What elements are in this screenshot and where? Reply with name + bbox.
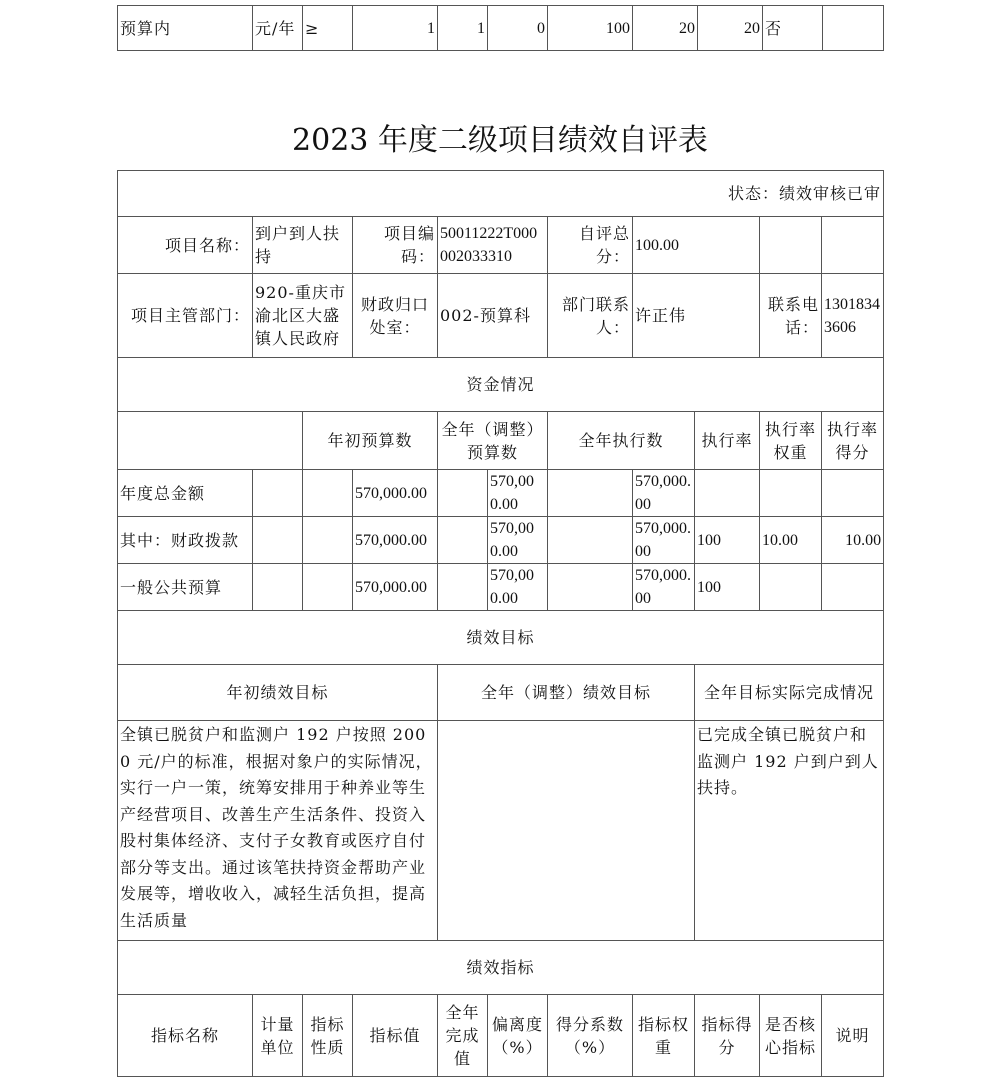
evaluation-table xyxy=(117,170,884,1077)
value-project-code: 50011222T000002033310 xyxy=(438,217,548,274)
previous-indicator-row xyxy=(117,5,884,51)
header-weight: 指标权重 xyxy=(633,995,695,1077)
empty-cell xyxy=(438,517,488,564)
actual-completion-text: 已完成全镇已脱贫户和监测户 192 户到户到人扶持。 xyxy=(695,721,884,941)
fund-adjusted: 570,000.00 xyxy=(488,564,548,611)
label-project-name: 项目名称： xyxy=(118,217,253,274)
fund-weight xyxy=(760,470,822,517)
adjusted-goal-text xyxy=(438,721,695,941)
fund-executed: 570,000.00 xyxy=(633,470,695,517)
label-department: 项目主管部门： xyxy=(118,274,253,358)
cell-core: 否 xyxy=(763,6,823,51)
fund-initial: 570,000.00 xyxy=(353,517,438,564)
table-row xyxy=(118,517,884,564)
header-score: 指标得分 xyxy=(695,995,760,1077)
status-text: 状态：绩效审核已审 xyxy=(118,171,884,217)
empty-cell xyxy=(253,564,303,611)
header-adjusted-budget: 全年（调整）预算数 xyxy=(438,412,548,470)
empty-cell xyxy=(822,217,884,274)
fund-executed: 570,000.00 xyxy=(633,564,695,611)
header-actual-completion: 全年目标实际完成情况 xyxy=(695,665,884,721)
fund-rate xyxy=(695,470,760,517)
header-coefficient: 得分系数（%） xyxy=(548,995,633,1077)
page-title: 2023 年度二级项目绩效自评表 xyxy=(292,123,708,158)
fund-weight: 10.00 xyxy=(760,517,822,564)
header-initial-goal: 年初绩效目标 xyxy=(118,665,438,721)
empty-cell xyxy=(303,517,353,564)
cell-coef: 100 xyxy=(548,6,633,51)
fund-rate: 100 xyxy=(695,517,760,564)
cell-note xyxy=(823,6,884,51)
label-self-score: 自评总分： xyxy=(548,217,633,274)
label-phone: 联系电话： xyxy=(760,274,822,358)
empty-cell xyxy=(548,470,633,517)
header-note: 说明 xyxy=(822,995,884,1077)
empty-cell xyxy=(118,412,303,470)
fund-rate: 100 xyxy=(695,564,760,611)
initial-goal-text: 全镇已脱贫户和监测户 192 户按照 2000 元/户的标准，根据对象户的实际情况，实行一户一策，统筹安排用于种养业等生产经营项目、改善生产生活条件、投资入股村集体经济、支付子女教育或医疗自付部分等支出。通过该笔扶持资金帮助产业发展等，增收收入，减轻生活负担，提高生活质量 xyxy=(118,721,438,941)
value-self-score: 100.00 xyxy=(633,217,760,274)
value-phone: 13018343606 xyxy=(822,274,884,358)
table-row xyxy=(118,470,884,517)
header-exec-rate: 执行率 xyxy=(695,412,760,470)
fund-executed: 570,000.00 xyxy=(633,517,695,564)
section-funds: 资金情况 xyxy=(118,358,884,412)
header-core: 是否核心指标 xyxy=(760,995,822,1077)
header-initial-budget: 年初预算数 xyxy=(303,412,438,470)
header-target: 指标值 xyxy=(353,995,438,1077)
header-executed: 全年执行数 xyxy=(548,412,695,470)
empty-cell xyxy=(438,564,488,611)
fund-name: 其中：财政拨款 xyxy=(118,517,253,564)
cell-actual: 1 xyxy=(438,6,488,51)
header-exec-weight: 执行率权重 xyxy=(760,412,822,470)
value-contact: 许正伟 xyxy=(633,274,760,358)
empty-cell xyxy=(303,470,353,517)
fund-weight xyxy=(760,564,822,611)
header-adjusted-goal: 全年（调整）绩效目标 xyxy=(438,665,695,721)
empty-cell xyxy=(253,470,303,517)
value-project-name: 到户到人扶持 xyxy=(253,217,353,274)
fund-name: 年度总金额 xyxy=(118,470,253,517)
label-finance-office: 财政归口处室： xyxy=(353,274,438,358)
table-row xyxy=(118,564,884,611)
cell-deviation: 0 xyxy=(488,6,548,51)
evaluation-form xyxy=(117,170,882,1077)
header-exec-score: 执行率得分 xyxy=(822,412,884,470)
fund-adjusted: 570,000.00 xyxy=(488,517,548,564)
empty-cell xyxy=(438,470,488,517)
value-finance-office: 002-预算科 xyxy=(438,274,548,358)
cell-indicator-name: 预算内 xyxy=(118,6,253,51)
header-completed: 全年完成值 xyxy=(438,995,488,1077)
label-project-code: 项目编码： xyxy=(353,217,438,274)
fund-score xyxy=(822,470,884,517)
cell-unit: 元/年 xyxy=(253,6,303,51)
cell-target: 1 xyxy=(353,6,438,51)
section-goals: 绩效目标 xyxy=(118,611,884,665)
empty-cell xyxy=(548,517,633,564)
section-indicators: 绩效指标 xyxy=(118,941,884,995)
fund-initial: 570,000.00 xyxy=(353,470,438,517)
header-indicator-name: 指标名称 xyxy=(118,995,253,1077)
header-nature: 指标性质 xyxy=(303,995,353,1077)
empty-cell xyxy=(548,564,633,611)
fund-adjusted: 570,000.00 xyxy=(488,470,548,517)
value-department: 920-重庆市渝北区大盛镇人民政府 xyxy=(253,274,353,358)
cell-score: 20 xyxy=(698,6,763,51)
fund-name: 一般公共预算 xyxy=(118,564,253,611)
empty-cell xyxy=(253,517,303,564)
header-deviation: 偏离度（%） xyxy=(488,995,548,1077)
fund-score: 10.00 xyxy=(822,517,884,564)
empty-cell xyxy=(760,217,822,274)
cell-weight: 20 xyxy=(633,6,698,51)
fund-score xyxy=(822,564,884,611)
fund-initial: 570,000.00 xyxy=(353,564,438,611)
empty-cell xyxy=(303,564,353,611)
label-contact: 部门联系人： xyxy=(548,274,633,358)
header-unit: 计量单位 xyxy=(253,995,303,1077)
cell-nature: ≥ xyxy=(303,6,353,51)
